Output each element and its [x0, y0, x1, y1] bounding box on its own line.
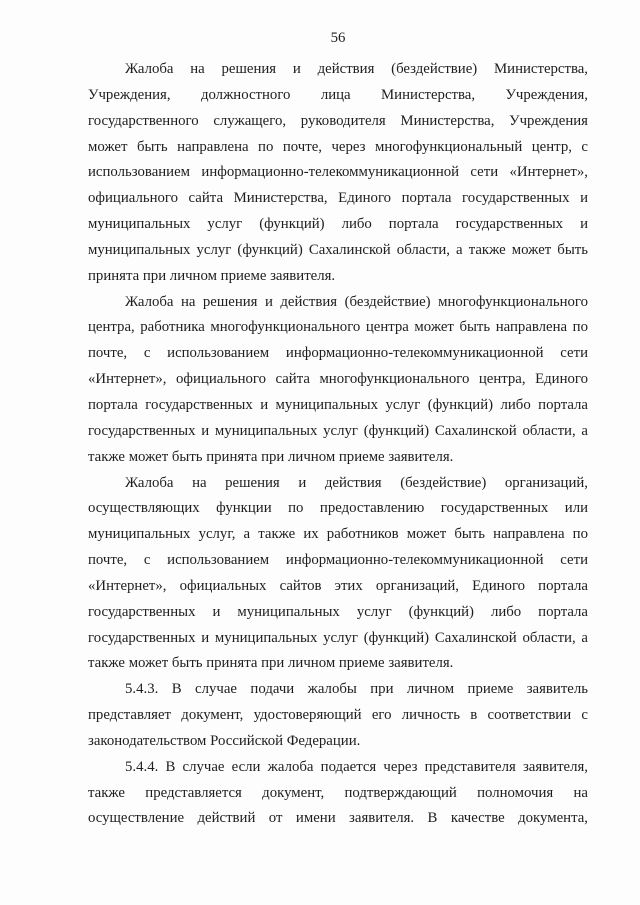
text-line: государственных и муниципальных услуг (функций) либо портала	[88, 603, 588, 620]
text-line: может быть направлена по почте, через многофункциональный центр, с	[88, 138, 588, 155]
text-line: также может быть принята при личном приеме заявителя.	[88, 655, 454, 672]
text-line: также может быть принята при личном приеме заявителя.	[88, 448, 454, 465]
text-line: принята при личном приеме заявителя.	[88, 267, 336, 284]
text-line: «Интернет», официальных сайтов этих организаций, Единого портала	[88, 577, 588, 594]
text-line: законодательством Российской Федерации.	[88, 732, 361, 749]
text-line: 5.4.3. В случае подачи жалобы при личном приеме заявитель	[125, 681, 588, 698]
text-line: осуществляющих функции по предоставлению государственных или	[88, 500, 588, 517]
text-line: государственных и муниципальных услуг (функций) Сахалинской области, а	[88, 422, 588, 439]
paragraph-complaint-ministry	[88, 57, 588, 290]
text-line: портала государственных и муниципальных услуг (функций) либо портала	[88, 396, 588, 413]
text-line: почте, с использованием информационно-телекоммуникационной сети	[88, 345, 588, 362]
text-line: Жалоба на решения и действия (бездействие) многофункционального	[125, 293, 588, 310]
text-line: государственных и муниципальных услуг (функций) Сахалинской области, а	[88, 629, 588, 646]
paragraph-5-4-4	[88, 755, 588, 833]
text-line: использованием информационно-телекоммуникационной сети «Интернет»,	[88, 164, 588, 181]
paragraph-complaint-mfc	[88, 290, 588, 471]
text-line: «Интернет», официального сайта многофункционального центра, Единого	[88, 371, 588, 388]
text-line: муниципальных услуг (функций) либо портала государственных и	[88, 216, 588, 233]
text-line: официального сайта Министерства, Единого портала государственных и	[88, 190, 588, 207]
text-line: Жалоба на решения и действия (бездействие) Министерства,	[125, 61, 588, 77]
document-body	[88, 57, 588, 832]
text-line: государственного служащего, руководителя Министерства, Учреждения	[88, 112, 588, 129]
text-line: также представляется документ, подтверждающий полномочия на	[88, 784, 588, 801]
text-line: почте, с использованием информационно-телекоммуникационной сети	[88, 552, 588, 569]
text-line: Жалоба на решения и действия (бездействие) организаций,	[125, 474, 588, 491]
text-line: муниципальных услуг, а также их работников может быть направлена по	[88, 526, 588, 543]
text-line: 5.4.4. В случае если жалоба подается через представителя заявителя,	[125, 758, 588, 775]
text-line: Учреждения, должностного лица Министерства, Учреждения,	[88, 86, 588, 103]
text-line: муниципальных услуг (функций) Сахалинской области, а также может быть	[88, 241, 588, 258]
text-line: осуществление действий от имени заявителя. В качестве документа,	[88, 810, 588, 827]
text-line: центра, работника многофункционального центра может быть направлена по	[88, 319, 588, 336]
page-number: 56	[330, 30, 346, 46]
text-line: представляет документ, удостоверяющий его личность в соответствии с	[88, 707, 588, 724]
paragraph-complaint-organizations	[88, 471, 588, 678]
paragraph-5-4-3	[88, 677, 588, 755]
